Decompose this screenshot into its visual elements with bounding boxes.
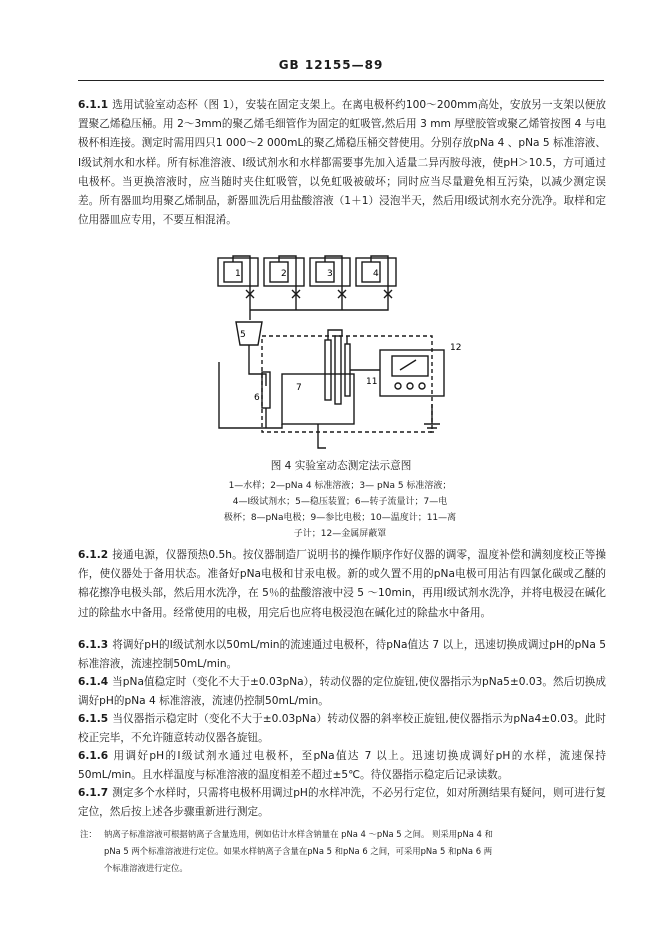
label-12: 12 [450, 343, 462, 353]
legend-line: 4—Ⅰ级试剂水；5—稳压装置；6—转子流量计；7—电 [232, 497, 448, 507]
footnote-lead: 注： [80, 829, 97, 839]
label-6: 6 [254, 393, 260, 403]
label-11: 11 [366, 377, 378, 387]
footnote-line: 钠离子标准溶液可根据钠离子含量选用，例如估计水样含钠量在 pNa 4 ～pNa 5 之间。 则采用pNa 4 和 [104, 829, 493, 839]
label-5: 5 [240, 330, 246, 340]
label-4: 4 [373, 269, 379, 279]
footnote [80, 826, 604, 877]
paragraph-text: 当仪器指示稳定时（变化不大于±0.03pNa）转动仪器的斜率校正旋钮,使仪器指示为pNa4±0.03。此时校正完毕，不允许随意转动仪器各旋钮。 [78, 713, 606, 745]
label-2: 2 [281, 269, 287, 279]
section-number: 6.1.5 [78, 713, 109, 725]
paragraph-6-1-3 [78, 636, 606, 674]
paragraph-6-1-6 [78, 747, 606, 785]
footnote-line: 个标准溶液进行定位。 [104, 863, 188, 873]
figure-caption: 图 4 实验室动态测定法示意图 [270, 460, 412, 472]
electrode-cup [282, 374, 354, 424]
label-3: 3 [327, 269, 333, 279]
legend-line: 子计；12—金属屏蔽罩 [293, 529, 387, 539]
label-7: 7 [296, 383, 302, 393]
legend-line: 1—水样；2—pNa 4 标准溶液；3— pNa 5 标准溶液； [228, 481, 452, 491]
section-number: 6.1.3 [78, 639, 109, 651]
paragraph-text: 将调好pH的Ⅰ级试剂水以50mL/min的流速通过电极杯，待pNa值达 7 以上，迅速切换成调过pH的pNa 5 标准溶液，流速控制50mL/min。 [78, 639, 606, 671]
section-number: 6.1.1 [78, 99, 109, 111]
paragraph-text: 用调好pH的Ⅰ级试剂水通过电极杯，至pNa值达 7 以上。迅速切换成调好pH的水样，流速保持50mL/min。且水样温度与标准溶液的温度相差不超过±5℃。待仪器指示稳定后记录读数。 [78, 750, 606, 782]
paragraph-text: 接通电源，仪器预热0.5h。按仪器制造厂说明书的操作顺序作好仪器的调零，温度补偿和满刻度校正等操作，使仪器处于备用状态。准备好pNa电极和甘汞电极。新的或久置不用的pNa电极可用沾有四氯化碳或乙醚的棉花擦净电极头部，然后用水洗净，在 5％的盐酸溶液中浸 5 ～10min，再用Ⅰ级试剂水洗净，并将电极浸在碱化过的除盐水中备用。经常使用的电极，用完后也应将电极浸泡在碱化过的除盐水中备用。 [78, 549, 606, 619]
section-number: 6.1.6 [78, 750, 109, 762]
paragraph-6-1-2 [78, 546, 606, 623]
paragraph-text: 测定多个水样时，只需将电极杯用调过pH的水样冲洗，不必另行定位，如对所测结果有疑问，则可进行复定位，然后按上述各步骤重新进行测定。 [78, 787, 606, 819]
section-number: 6.1.2 [78, 549, 109, 561]
label-1: 1 [235, 269, 241, 279]
standard-header: GB 12155—89 [278, 58, 384, 72]
footnote-line: pNa 5 两个标准溶液进行定位。如果水样钠离子含量在pNa 5 和pNa 6 之间，可采用pNa 5 和pNa 6 两 [104, 846, 493, 856]
section-number: 6.1.4 [78, 676, 109, 688]
paragraph-text: 当pNa值稳定时（变化不大于±0.03pNa），转动仪器的定位旋钮,使仪器指示为pNa5±0.03。然后切换成调好pH的pNa 4 标准溶液，流速仍控制50mL/min。 [78, 676, 606, 708]
paragraph-6-1-5 [78, 710, 606, 748]
paragraph-6-1-4 [78, 673, 606, 711]
paragraph-6-1-7 [78, 784, 606, 822]
section-number: 6.1.7 [78, 787, 109, 799]
paragraph-text: 选用试验室动态杯（图 1），安装在固定支架上。在离电极杯约100～200mm高处，安放另一支架以便放置聚乙烯稳压桶。用 2～3mm的聚乙烯毛细管作为固定的虹吸管,然后用 3 mm 厚壁胶管或聚乙烯管按图 4 与电极杯相连接。测定时需用四只1 000～2 000mL的聚乙烯稳压桶交替使用。分别存放pNa 4 、pNa 5 标准溶液、Ⅰ级试剂水和水样。所有标准溶液、Ⅰ级试剂水和水样都需要事先加入适量二异丙胺母液，使pH＞10.5，方可通过电极杯。当更换溶液时，应当随时夹住虹吸管，以免虹吸被破坏；同时应当尽量避免相互污染，以减少测定误差。所有器皿均用聚乙烯制品，新器皿洗后用盐酸溶液（1＋1）浸泡半天，然后用Ⅰ级试剂水充分洗净。取样和定位用器皿应专用，不要互相混淆。 [78, 99, 606, 227]
legend-line: 极杯；8—pNa电极；9—参比电极；10—温度计；11—离 [223, 513, 457, 523]
